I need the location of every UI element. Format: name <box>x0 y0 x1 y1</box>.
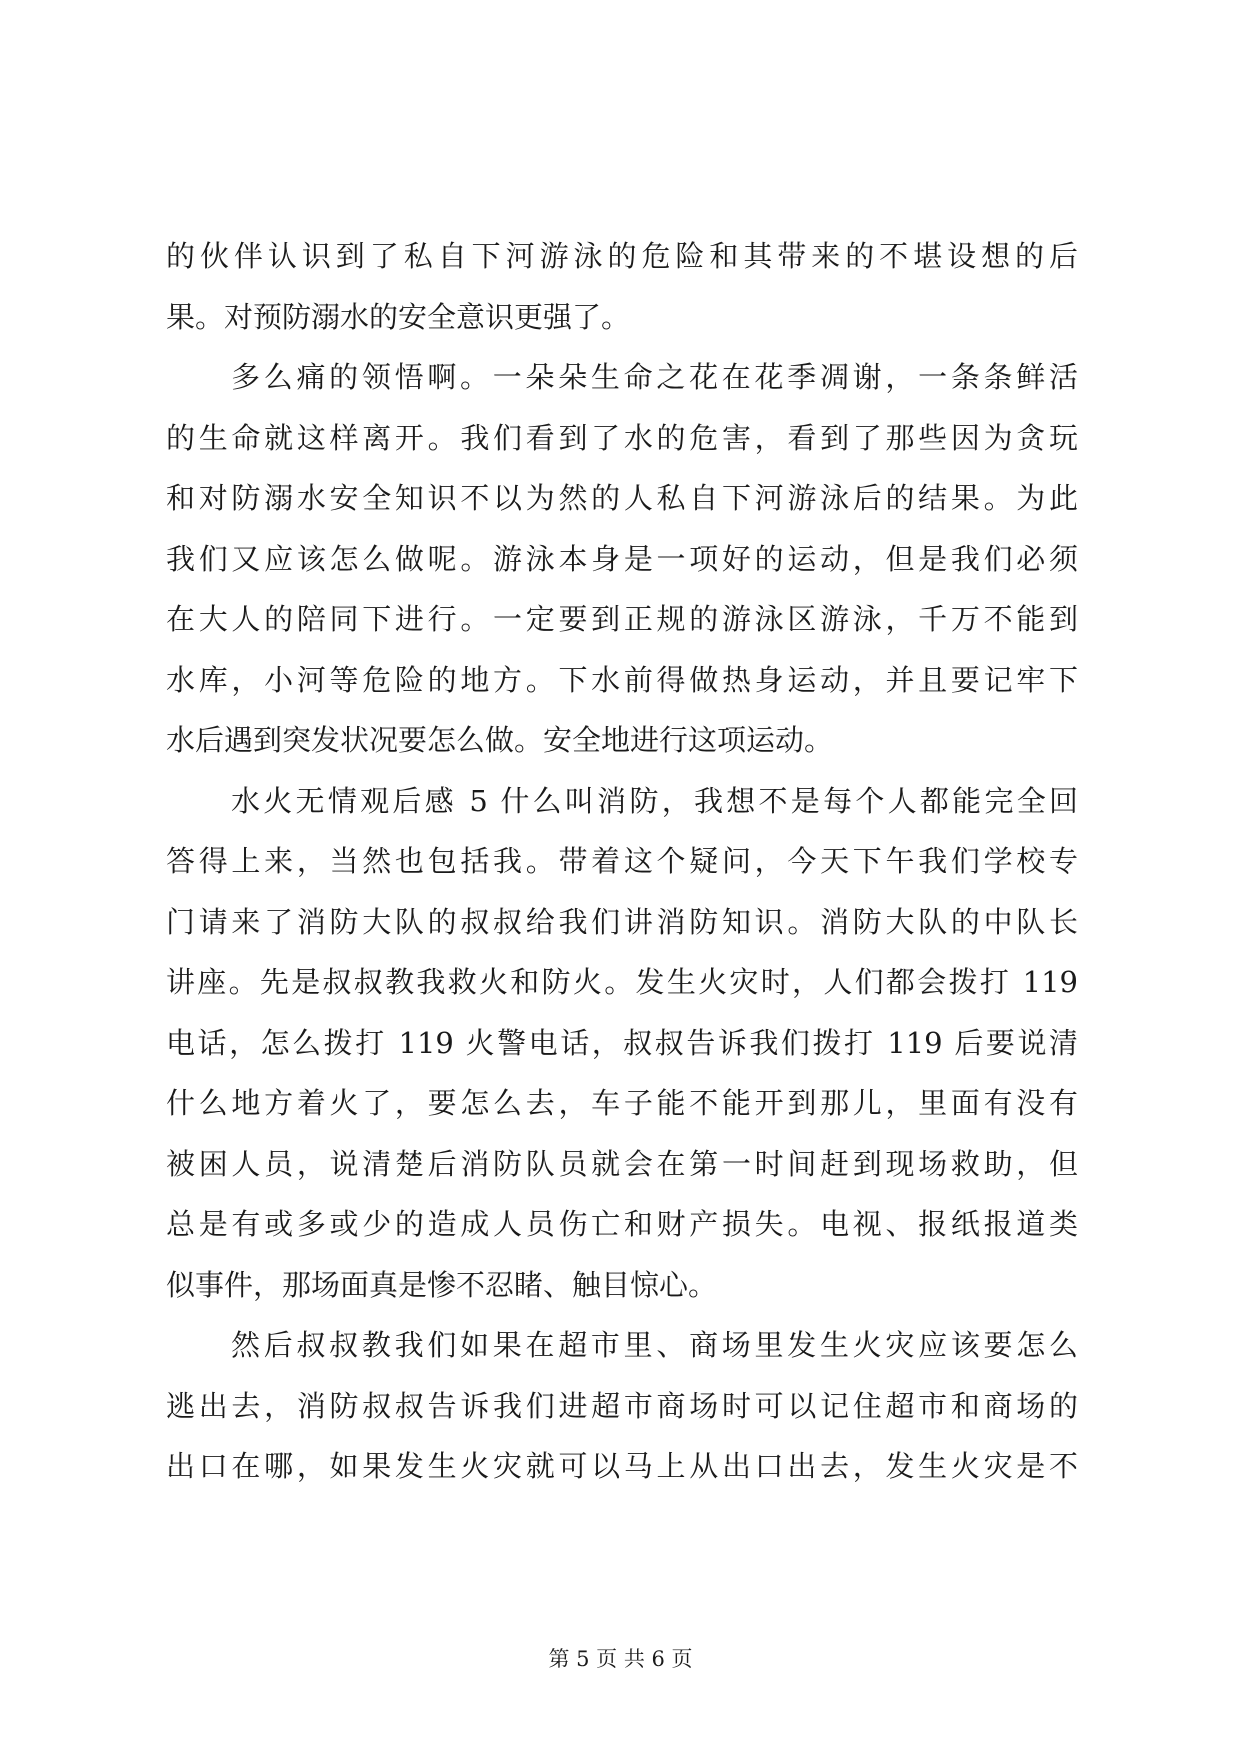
text-line: 什么地方着火了，要怎么去，车子能不能开到那儿，里面有没有 <box>166 1086 1078 1120</box>
text-line: 水后遇到突发状况要怎么做。安全地进行这项运动。 <box>166 723 834 757</box>
text-line: 然后叔叔教我们如果在超市里、商场里发生火灾应该要怎么 <box>231 1328 1078 1362</box>
text-line: 似事件，那场面真是惨不忍睹、触目惊心。 <box>166 1267 718 1302</box>
text-line: 水库，小河等危险的地方。下水前得做热身运动，并且要记牢下 <box>166 662 1078 697</box>
text-line: 逃出去，消防叔叔告诉我们进超市商场时可以记住超市和商场的 <box>166 1388 1078 1423</box>
text-line: 的伙伴认识到了私自下河游泳的危险和其带来的不堪设想的后 <box>166 239 1078 273</box>
text-line: 在大人的陪同下进行。一定要到正规的游泳区游泳，千万不能到 <box>166 602 1078 636</box>
text-line: 出口在哪，如果发生火灾就可以马上从出口出去，发生火灾是不 <box>166 1449 1078 1483</box>
text-line: 被困人员，说清楚后消防队员就会在第一时间赶到现场救助，但 <box>166 1146 1078 1181</box>
text-line: 多么痛的领悟啊。一朵朵生命之花在花季凋谢，一条条鲜活 <box>231 360 1078 394</box>
paragraph <box>166 771 1078 1316</box>
text-line: 的生命就这样离开。我们看到了水的危害，看到了那些因为贪玩 <box>166 420 1078 455</box>
text-line: 电话，怎么拨打 119 火警电话，叔叔告诉我们拨打 119 后要说清 <box>166 1025 1078 1060</box>
paragraph <box>166 347 1078 771</box>
text-line: 我们又应该怎么做呢。游泳本身是一项好的运动，但是我们必须 <box>166 541 1078 576</box>
paragraph <box>166 1315 1078 1497</box>
text-line: 和对防溺水安全知识不以为然的人私自下河游泳后的结果。为此 <box>166 481 1078 515</box>
text-line: 水火无情观后感 5 什么叫消防，我想不是每个人都能完全回 <box>231 783 1078 818</box>
text-line: 门请来了消防大队的叔叔给我们讲消防知识。消防大队的中队长 <box>166 904 1078 939</box>
page-number-footer: 第 5 页 共 6 页 <box>548 1647 693 1671</box>
text-line: 果。对预防溺水的安全意识更强了。 <box>166 299 631 334</box>
paragraph <box>166 226 1078 347</box>
text-line: 讲座。先是叔叔教我救火和防火。发生火灾时，人们都会拨打 119 <box>166 965 1078 999</box>
text-line: 答得上来，当然也包括我。带着这个疑问，今天下午我们学校专 <box>166 844 1078 878</box>
text-line: 总是有或多或少的造成人员伤亡和财产损失。电视、报纸报道类 <box>166 1207 1078 1241</box>
body-text <box>166 226 1078 1497</box>
